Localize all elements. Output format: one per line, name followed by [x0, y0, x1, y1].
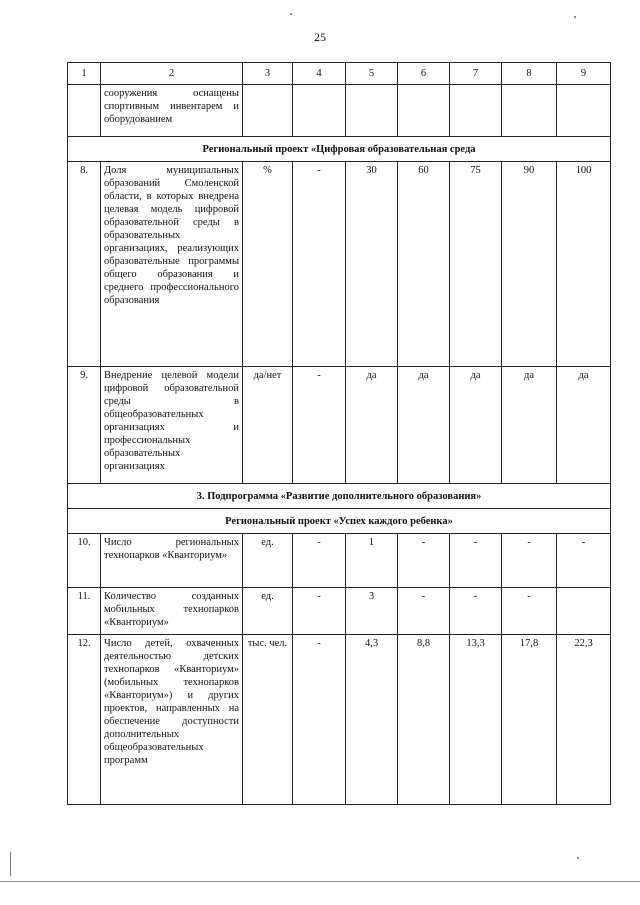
value-cell: - — [398, 534, 450, 588]
value-cell: - — [450, 588, 502, 635]
indicator-name: Число региональных технопарков «Кванториум» — [101, 534, 243, 588]
value-cell: 3 — [346, 588, 398, 635]
value-cell: 8,8 — [398, 635, 450, 805]
value-cell: - — [293, 162, 346, 367]
value-cell: да — [398, 367, 450, 484]
indicator-name-continuation: сооружения оснащены спортивным инвентарем и оборудованием — [101, 85, 243, 137]
value-cell: - — [293, 534, 346, 588]
unit-cell: ед. — [243, 534, 293, 588]
scan-margin-mark — [10, 852, 11, 876]
value-cell: 100 — [557, 162, 611, 367]
value-cell: - — [557, 534, 611, 588]
value-cell: 30 — [346, 162, 398, 367]
scan-speck — [290, 13, 292, 15]
row-number: 8. — [68, 162, 101, 367]
value-cell: - — [398, 588, 450, 635]
value-cell: 1 — [346, 534, 398, 588]
row-number: 9. — [68, 367, 101, 484]
value-cell: - — [450, 534, 502, 588]
column-header: 9 — [557, 63, 611, 85]
row-number: 12. — [68, 635, 101, 805]
value-cell: - — [502, 534, 557, 588]
column-header: 1 — [68, 63, 101, 85]
column-header: 8 — [502, 63, 557, 85]
column-header: 2 — [101, 63, 243, 85]
section-title-subprogram: 3. Подпрограмма «Развитие дополнительного образования» — [68, 484, 611, 509]
cell-empty — [502, 85, 557, 137]
indicator-name: Количество созданных мобильных технопарков «Кванториум» — [101, 588, 243, 635]
indicators-table — [67, 62, 611, 805]
column-header: 6 — [398, 63, 450, 85]
value-cell: 60 — [398, 162, 450, 367]
page-number: 25 — [314, 30, 326, 44]
table-row — [68, 635, 611, 805]
value-cell: - — [293, 635, 346, 805]
value-cell: 90 — [502, 162, 557, 367]
indicator-name: Внедрение целевой модели цифровой образовательной среды в общеобразовательных организациях и профессиональных образовательных организациях — [101, 367, 243, 484]
scan-speck — [577, 857, 579, 859]
value-cell: - — [502, 588, 557, 635]
column-header: 5 — [346, 63, 398, 85]
table-row — [68, 534, 611, 588]
column-header: 3 — [243, 63, 293, 85]
section-row-subprogram — [68, 484, 611, 509]
value-cell: да — [346, 367, 398, 484]
cell-empty — [243, 85, 293, 137]
table-row-continuation — [68, 85, 611, 137]
value-cell: 4,3 — [346, 635, 398, 805]
section-row-digital — [68, 137, 611, 162]
value-cell: - — [293, 367, 346, 484]
value-cell: да — [502, 367, 557, 484]
scan-speck — [574, 16, 576, 18]
indicator-name: Число детей, охваченных деятельностью детских технопарков «Кванториум» (мобильных технопарков «Кванториум») и других проектов, направленных на обеспечение доступности дополнительных общеобразовательных программ — [101, 635, 243, 805]
table-row — [68, 588, 611, 635]
cell-empty — [68, 85, 101, 137]
table-row — [68, 162, 611, 367]
table-row — [68, 367, 611, 484]
value-cell: да — [450, 367, 502, 484]
value-cell: 22,3 — [557, 635, 611, 805]
unit-cell: % — [243, 162, 293, 367]
value-cell: да — [557, 367, 611, 484]
section-title-digital: Региональный проект «Цифровая образовательная среда — [68, 137, 611, 162]
section-title-success: Региональный проект «Успех каждого ребенка» — [68, 509, 611, 534]
column-header: 4 — [293, 63, 346, 85]
row-number: 10. — [68, 534, 101, 588]
column-header: 7 — [450, 63, 502, 85]
row-number: 11. — [68, 588, 101, 635]
value-cell: 17,8 — [502, 635, 557, 805]
unit-cell: тыс. чел. — [243, 635, 293, 805]
value-cell: - — [293, 588, 346, 635]
scan-bottom-edge — [0, 881, 640, 882]
unit-cell: ед. — [243, 588, 293, 635]
value-cell — [557, 588, 611, 635]
cell-empty — [398, 85, 450, 137]
indicator-name: Доля муниципальных образований Смоленской области, в которых внедрена целевая модель цифровой образовательной среды в образовательных организациях, реализующих образовательные программы общего образования и среднего профессионального образования — [101, 162, 243, 367]
value-cell: 13,3 — [450, 635, 502, 805]
table-header-row — [68, 63, 611, 85]
cell-empty — [293, 85, 346, 137]
cell-empty — [450, 85, 502, 137]
value-cell: 75 — [450, 162, 502, 367]
unit-cell: да/нет — [243, 367, 293, 484]
cell-empty — [557, 85, 611, 137]
cell-empty — [346, 85, 398, 137]
section-row-success — [68, 509, 611, 534]
